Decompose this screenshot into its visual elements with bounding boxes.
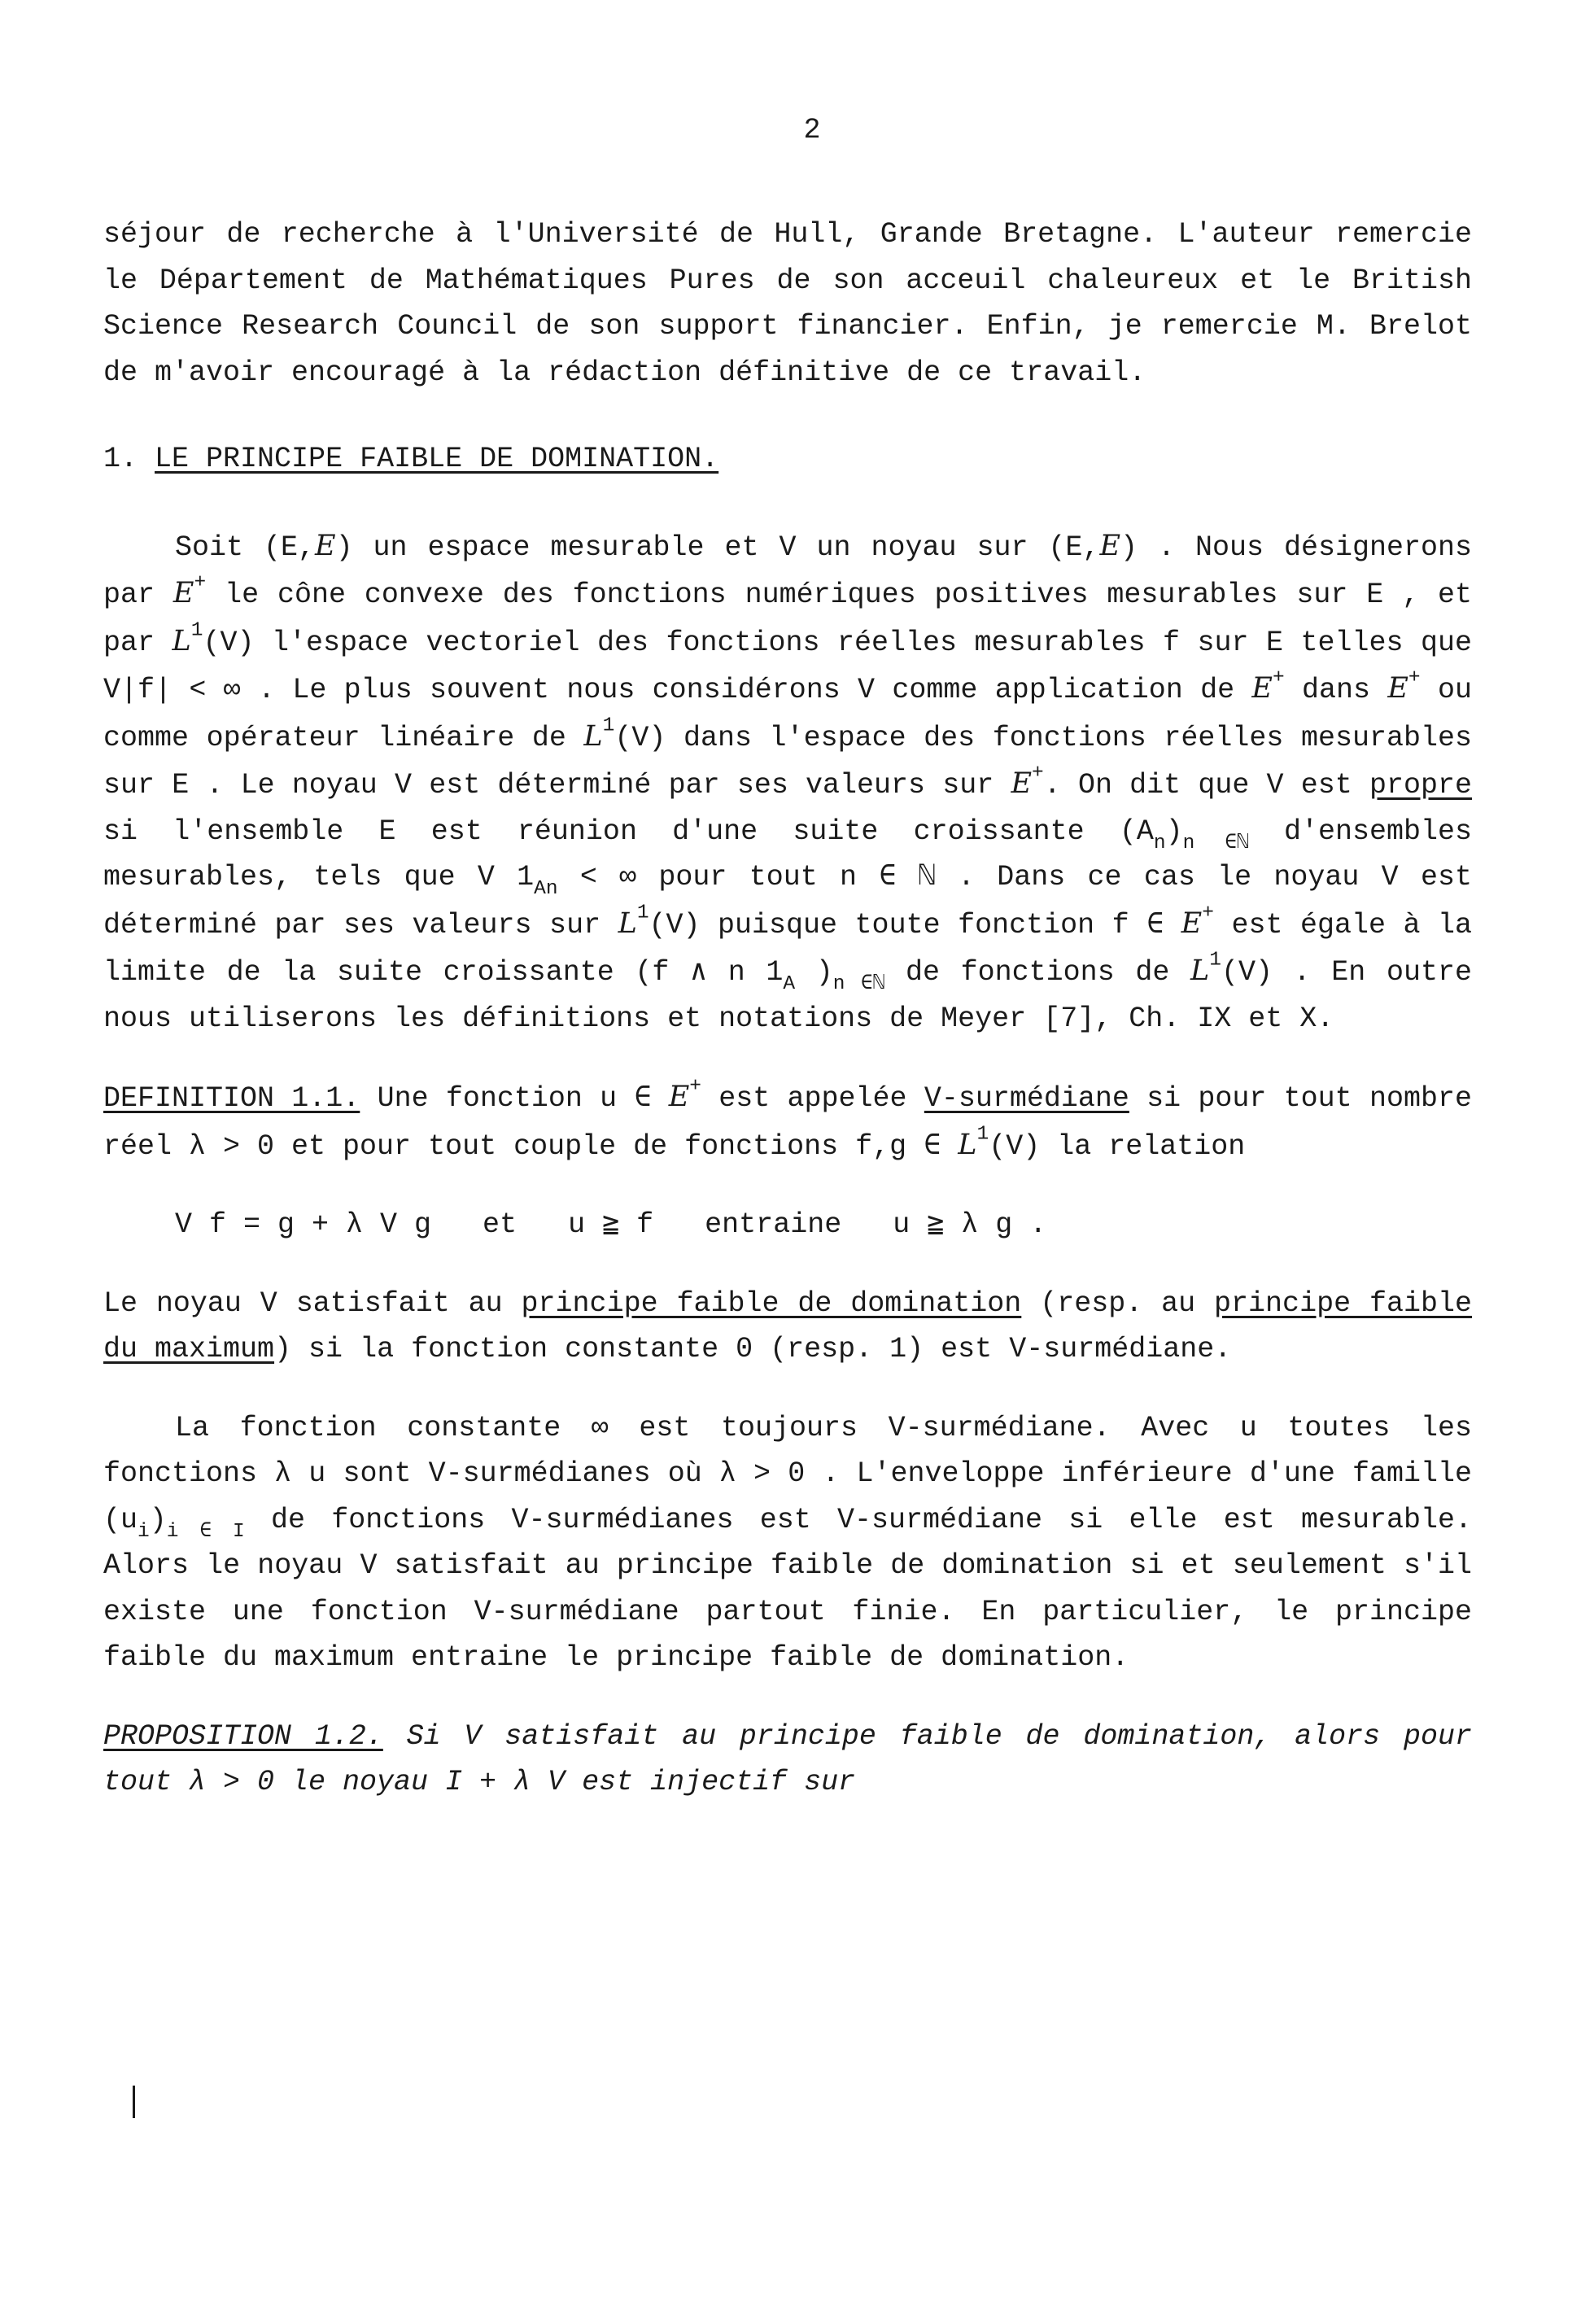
proposition-1-2: PROPOSITION 1.2. Si V satisfait au principe faible de domination, alors pour tout λ > 0 le noyau I + λ V est injectif sur bbox=[103, 1719, 1472, 1798]
definition-label: DEFINITION 1.1. bbox=[103, 1082, 360, 1115]
section-title: LE PRINCIPE FAIBLE DE DOMINATION. bbox=[155, 443, 719, 475]
term-principe-faible-domination: principe faible de domination bbox=[521, 1286, 1022, 1320]
term-propre: propre bbox=[1369, 769, 1472, 802]
section-number: 1. bbox=[103, 443, 138, 475]
proposition-label: PROPOSITION 1.2. bbox=[103, 1719, 383, 1753]
term-v-surmediane: V-surmédiane bbox=[924, 1082, 1129, 1115]
intro-paragraph: séjour de recherche à l'Université de Hull, Grande Bretagne. L'auteur remercie le Département de Mathématiques Pures de son acceuil chaleureux et le British Science Research Council de son support financier. Enfin, je remercie M. Brelot de m'avoir encouragé à la rédaction définitive de ce travail. bbox=[103, 218, 1472, 389]
definition-1-1: DEFINITION 1.1. Une fonction u ∈ E+ est appelée V-surmédiane si pour tout nombre réel λ > 0 et pour tout couple de fonctions f,g ∈ $L^1(V)$ la relation bbox=[103, 1075, 1472, 1163]
page-number: 2 bbox=[803, 114, 821, 146]
paragraph-principles: Le noyau V satisfait au principe faible de domination (resp. au principe faible du maximum) si la fonction constante 0 (resp. 1) est V-surmédiane. bbox=[103, 1286, 1472, 1365]
definition-formula: V f = g + λ V g et u ≧ f entraine u ≧ λ g . bbox=[175, 1208, 1047, 1241]
paragraph-kernel: Soit (E,E) un espace mesurable et V un noyau sur (E,E) . Nous désignerons par E+ le cône convexe des fonctions numériques positives mesurables sur E , et par $L^1(V)$ l'espace vectoriel des fonctions réelles mesurables f sur E telles que V|f| < ∞ . Le plus souvent nous considérons V comme application de E+ dans E+ ou comme opérateur linéaire de $L^1(V)$ dans l'espace des fonctions réelles mesurables sur E . Le noyau V est déterminé par ses valeurs sur E+. On dit que V est propre si l'ensemble E est réunion d'une suite croissante $(A_n)_{n \in ℕ}$ d'ensembles mesurables, tels que V $1_{An}$ < ∞ pour tout n ∈ ℕ . Dans ce cas le noyau V est déterminé par ses valeurs sur $L^1(V)$ puisque toute fonction f ∈ E+ est égale à la limite de la suite croissante (f ∧ n $1_A$ )$_{n \in ℕ}$ de fonctions de $L^1(V)$ . En outre nous utiliserons les définitions et notations de Meyer [7], Ch. IX et X. bbox=[103, 529, 1473, 1035]
paragraph-constant-function: La fonction constante ∞ est toujours V-surmédiane. Avec u toutes les fonctions λ u sont V-surmédianes où λ > 0 . L'enveloppe inférieure d'une famille $(u_i)_{i \in I}$ de fonctions V-surmédianes est V-surmédiane si elle est mesurable. Alors le noyau V satisfait au principe faible de domination si et seulement s'il existe une fonction V-surmédiane partout finie. En particulier, le principe faible du maximum entraine le principe faible de domination. bbox=[103, 1411, 1472, 1674]
term-principe-faible-maximum: principe faible du maximum bbox=[103, 1286, 1472, 1365]
section-heading bbox=[103, 436, 1472, 483]
margin-change-bar bbox=[133, 2086, 135, 2118]
